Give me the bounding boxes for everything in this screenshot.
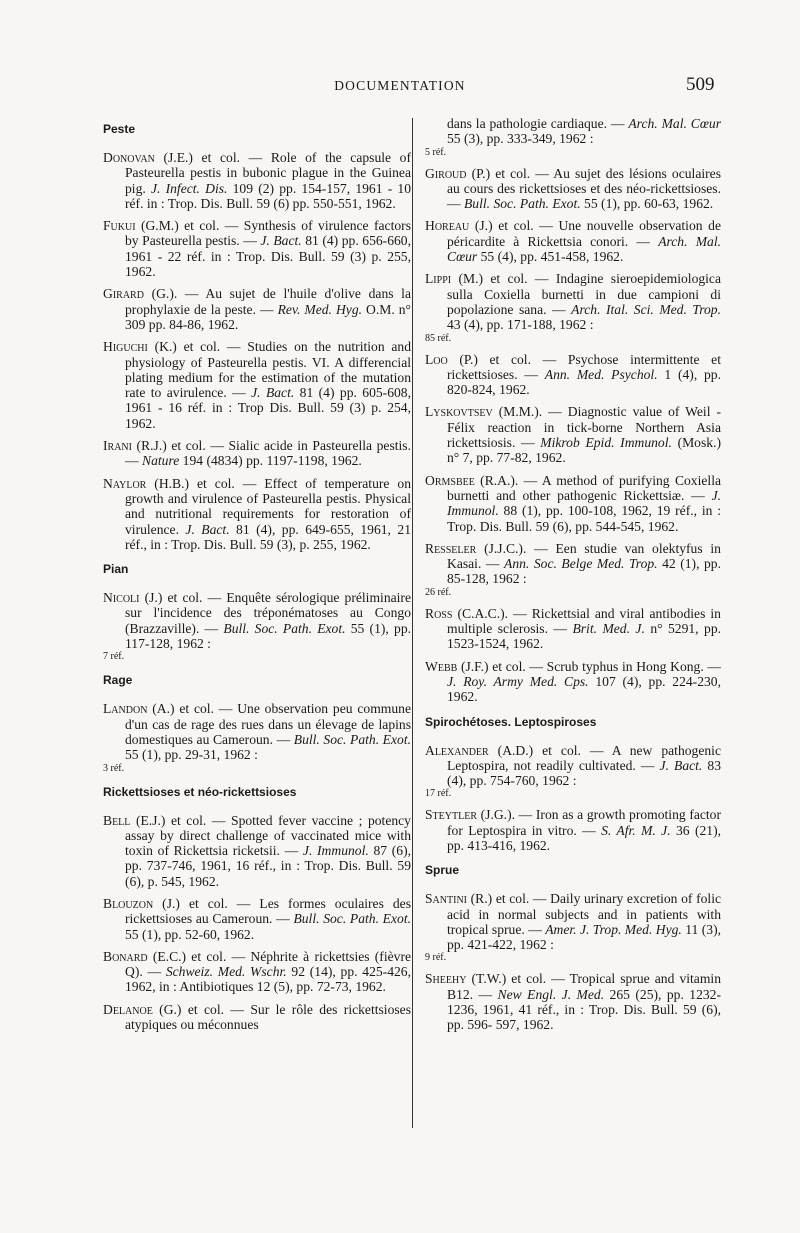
entry-citation: 88 (1), pp. 100-108, 1962, 19 réf., in : Trop. Dis. Bull. 59 (6), pp. 544-545, 1962. xyxy=(447,503,721,534)
column-divider xyxy=(412,118,413,1128)
entry-journal: Arch. Ital. Sci. Med. Trop. xyxy=(571,301,721,317)
entry-title: et col. — Psychose intermittente et rickettsioses. — xyxy=(447,351,721,382)
entry-ref-count: 5 réf. xyxy=(425,146,447,158)
entry-citation: 55 (1), pp. 60-63, 1962. xyxy=(580,196,714,212)
entry-author: Steytler (J.G.). xyxy=(425,807,516,823)
entry-citation: 1 (4), pp. 820-824, 1962. xyxy=(447,366,721,398)
entry-title: et col. — Sur le rôle des rickettsioses atypiques ou méconnues xyxy=(125,1001,411,1033)
entry-journal: J. Infect. Dis. xyxy=(150,180,228,196)
entry-citation: 107 (4), pp. 224-230, 1962. xyxy=(447,673,721,705)
entry-citation: 11 (3), pp. 421-422, 1962 : xyxy=(447,921,721,953)
entry-author: Blouzon (J.) xyxy=(103,895,180,911)
section-heading: Pian xyxy=(103,562,129,577)
entry-journal: Bull. Soc. Path. Exot. xyxy=(293,731,411,747)
entry-author: Ross (C.A.C.). xyxy=(425,605,509,621)
entry-journal: J. Immunol. xyxy=(302,843,369,859)
entry-author: Girard (G.). xyxy=(103,286,178,302)
entry-title: et col. — Une observation peu commune d'un cas de rage des rues dans un élevage de lapins domestiques au Cameroun. — xyxy=(125,701,411,747)
entry-journal: Bull. Soc. Path. Exot. xyxy=(293,911,411,927)
entry-title: — Iron as a growth promoting factor for Leptospira in vitro. — xyxy=(447,807,722,838)
entry-author: Delanoe (G.) xyxy=(103,1001,182,1017)
entry-ref-count: 17 réf. xyxy=(425,788,452,800)
entry-citation: 81 (4) pp. 605-608, 1961 - 16 réf. in : Trop Dis. Bull. 59 (3) p. 254, 1962. xyxy=(125,385,411,431)
entry-citation: 83 (4), pp. 754-760, 1962 : xyxy=(447,757,721,789)
entry-journal: Rev. Med. Hyg. xyxy=(277,301,363,317)
entry-journal: J. Bact. xyxy=(260,233,302,249)
entry-ref-count: 3 réf. xyxy=(103,762,125,774)
entry-author: Resseler (J.J.C.). xyxy=(425,540,527,556)
entry-title: et col. — Indagine sieroepidemiologica sulla Coxiella burnetti in due campioni di popolazione sana. — xyxy=(447,271,722,317)
bibliography-entry xyxy=(425,271,721,344)
entry-title: dans la pathologie cardiaque. — xyxy=(447,116,629,131)
entry-journal: Arch. Mal. Cœur xyxy=(447,233,721,265)
bibliography-entry xyxy=(425,541,721,599)
entry-citation: 81 (4) pp. 656-660, 1961 - 22 réf. in : Trop. Dis. Bull. 59 (3) p. 255, 1962. xyxy=(125,233,411,280)
entry-citation: 194 (4834) pp. 1197-1198, 1962. xyxy=(179,453,362,469)
left-column xyxy=(103,116,411,1039)
bibliography-entry xyxy=(425,659,721,705)
running-title: DOCUMENTATION xyxy=(334,78,466,93)
entry-title: et col. — Néphrite à rickettsies (fièvre Q). — xyxy=(125,948,411,980)
bibliography-entry xyxy=(103,339,411,431)
entry-title: et col. — Les formes oculaires des rickettsioses au Cameroun. — xyxy=(125,895,412,927)
entry-title: et col. — Effect of temperature on growth and virulence of Pasteurella pestis. Physical and nutritional requirements for restoration of virulence. xyxy=(125,475,411,537)
section-heading: Peste xyxy=(103,122,136,136)
entry-citation: O.M. n° 309 pp. 84-86, 1962. xyxy=(125,301,411,332)
bibliography-entry xyxy=(425,743,721,801)
entry-title: et col. — Au sujet des lésions oculaires au cours des rickettsioses et des néo-rickettsioses. — xyxy=(447,165,721,212)
bibliography-entry xyxy=(103,949,411,995)
entry-title: — A method of purifying Coxiella burnetti and other pathogenic Rickettsiæ. — xyxy=(447,472,721,503)
section-heading: Sprue xyxy=(425,863,460,878)
bibliography-entry xyxy=(425,116,721,159)
entry-journal: Ann. Soc. Belge Med. Trop. xyxy=(504,556,658,572)
entry-citation: 109 (2) pp. 154-157, 1961 - 10 réf. in : Trop. Dis. Bull. 59 (6) pp. 550-551, 1962. xyxy=(125,180,412,211)
bibliography-entry xyxy=(103,813,411,889)
bibliography-entry xyxy=(425,166,721,212)
entry-title: et col. — Scrub typhus in Hong Kong. — xyxy=(488,658,721,674)
section-heading: Rickettsioses et néo-rickettsioses xyxy=(103,784,297,799)
bibliography-entry xyxy=(425,891,721,964)
entry-citation: 81 (4), pp. 649-655, 1961, 21 réf., in : Trop. Dis. Bull. 59 (3), p. 255, 1962. xyxy=(125,521,411,552)
entry-journal: J. Bact. xyxy=(251,385,295,401)
bibliography-entry xyxy=(103,701,411,774)
entry-journal: Nature xyxy=(142,453,180,469)
entry-title: et col. — Daily urinary excretion of folic acid in normal subjects and in patients with tropical sprue. — xyxy=(447,891,722,937)
entry-journal: Amer. J. Trop. Med. Hyg. xyxy=(545,921,682,937)
entry-citation: 265 (25), pp. 1232-1236, 1961, 41 réf., in : Trop. Dis. Bull. 59 (6), pp. 596- 597, 1962. xyxy=(447,986,721,1033)
page-number: 509 xyxy=(686,74,715,95)
entry-journal: J. Immunol. xyxy=(447,487,721,519)
bibliography-entry xyxy=(103,438,411,469)
entry-journal: Bull. Soc. Path. Exot. xyxy=(223,620,346,636)
entry-citation: 87 (6), pp. 737-746, 1961, 16 réf., in : Trop. Dis. Bull. 59 (6), p. 545, 1962. xyxy=(125,843,412,889)
entry-title: — Een studie van olektyfus in Kasai. — xyxy=(447,540,721,572)
entry-journal: Mikrob Epid. Immunol. xyxy=(540,435,672,451)
bibliography-entry xyxy=(425,404,721,465)
entry-citation: 55 (3), pp. 333-349, 1962 : xyxy=(447,131,594,147)
entry-citation: 43 (4), pp. 171-188, 1962 : xyxy=(447,317,594,333)
entry-author: Nicoli (J.) xyxy=(103,590,163,606)
entry-citation: n° 5291, pp. 1523-1524, 1962. xyxy=(447,621,722,652)
entry-ref-count: 9 réf. xyxy=(425,952,447,964)
bibliography-entry xyxy=(103,590,411,663)
entry-author: Lippi (M.) xyxy=(425,271,483,287)
entry-title: et col. — Spotted fever vaccine ; potency assay by direct challenge of vaccinated mice with toxin of Rickettsia ricketsii. — xyxy=(125,812,411,859)
entry-author: Landon (A.) xyxy=(103,701,175,717)
bibliography-entry xyxy=(103,476,411,552)
entry-journal: J. Roy. Army Med. Cps. xyxy=(447,673,589,689)
entry-author: Horeau (J.) xyxy=(425,218,493,234)
entry-author: Loo (P.) xyxy=(425,351,478,367)
entry-ref-count: 7 réf. xyxy=(103,651,125,663)
entry-title: et col. — Role of the capsule of Pasteurella pestis in bubonic plague in the Guinea pig. xyxy=(125,150,412,196)
entry-author: Giroud (P.) xyxy=(425,165,491,181)
entry-citation: 42 (1), pp. 85-128, 1962 : xyxy=(447,556,721,587)
section-heading: Rage xyxy=(103,673,133,688)
entry-citation: (Mosk.) n° 7, pp. 77-82, 1962. xyxy=(447,435,721,466)
entry-citation: 55 (4), pp. 451-458, 1962. xyxy=(477,249,624,265)
bibliography-entry xyxy=(425,352,721,398)
entry-author: Bell (E.J.) xyxy=(103,812,166,828)
entry-journal: Ann. Med. Psychol. xyxy=(544,366,658,382)
entry-author: Naylor (H.B.) xyxy=(103,475,190,491)
entry-ref-count: 26 réf. xyxy=(425,586,452,598)
entry-author: Alexander (A.D.) xyxy=(425,742,534,758)
entry-citation: 55 (1), pp. 52-60, 1962. xyxy=(125,926,255,942)
entry-author: Higuchi (K.) xyxy=(103,339,177,355)
bibliography-entry xyxy=(103,150,411,211)
page-header xyxy=(0,74,800,98)
entry-title: et col. — Une nouvelle observation de péricardite à Rickettsia conori. — xyxy=(447,218,721,249)
entry-title: — Diagnostic value of Weil - Félix reaction in tick-borne Northern Asia rickettsiosis. — xyxy=(447,404,721,451)
bibliography-entry xyxy=(103,1002,411,1033)
entry-citation: 36 (21), pp. 413-416, 1962. xyxy=(447,822,722,853)
entry-author: Santini (R.) xyxy=(425,891,493,907)
entry-author: Fukui (G.M.) xyxy=(103,218,179,234)
bibliography-entry xyxy=(425,218,721,264)
bibliography-entry xyxy=(425,606,721,652)
bibliography-entry xyxy=(103,896,411,942)
entry-title: et col. — Synthesis of virulence factors by Pasteurella pestis. — xyxy=(125,218,411,249)
section-heading: Spirochétoses. Leptospiroses xyxy=(425,714,597,729)
entry-journal: Arch. Mal. Cœur xyxy=(628,116,721,131)
entry-title: — Rickettsial and viral antibodies in multiple sclerosis. — xyxy=(447,605,721,637)
entry-author: Sheehy (T.W.) xyxy=(425,971,507,987)
entry-ref-count: 85 réf. xyxy=(425,332,452,344)
entry-journal: Schweiz. Med. Wschr. xyxy=(165,964,287,980)
bibliography-entry xyxy=(425,971,721,1032)
bibliography-entry xyxy=(103,218,411,279)
entry-author: Ormsbee (R.A.). xyxy=(425,472,519,488)
entry-author: Donovan (J.E.) xyxy=(103,150,193,165)
entry-author: Irani (R.J.) xyxy=(103,438,167,454)
entry-title: et col. — Sialic acide in Pasteurella pestis. — xyxy=(125,438,412,469)
bibliography-entry xyxy=(103,286,411,332)
entry-title: et col. — Studies on the nutrition and physiology of Pasteurella pestis. VI. A differencial plating medium for the estimation of the mutation rate to avirulence. — xyxy=(125,339,411,401)
entry-author: Lyskovtsev (M.M.). xyxy=(425,404,543,420)
entry-title: — Au sujet de l'huile d'olive dans la prophylaxie de la peste. — xyxy=(125,286,411,317)
entry-journal: J. Bact. xyxy=(659,757,703,773)
entry-title: et col. — Enquête sérologique préliminaire sur l'incidence des tréponématoses au Congo (Brazzaville). — xyxy=(125,590,411,636)
right-column xyxy=(425,116,721,1040)
entry-journal: Brit. Med. J. xyxy=(572,621,645,637)
entry-citation: 55 (1), pp. 117-128, 1962 : xyxy=(125,620,412,652)
bibliography-entry xyxy=(425,473,721,534)
entry-author: Bonard (E.C.) xyxy=(103,948,187,964)
bibliography-entry xyxy=(425,807,721,853)
entry-citation: 92 (14), pp. 425-426, 1962, in : Antibiotiques 12 (5), pp. 72-73, 1962. xyxy=(125,964,411,995)
entry-author: Webb (J.F.) xyxy=(425,658,489,674)
entry-journal: Bull. Soc. Path. Exot. xyxy=(464,196,581,212)
entry-title: et col. — Tropical sprue and vitamin B12. — xyxy=(447,971,721,1002)
entry-journal: S. Afr. M. J. xyxy=(601,822,671,838)
entry-journal: New Engl. J. Med. xyxy=(497,986,605,1002)
entry-citation: 55 (1), pp. 29-31, 1962 : xyxy=(125,747,258,763)
entry-title: et col. — A new pathogenic Leptospira, not readily cultivated. — xyxy=(447,742,721,773)
entry-journal: J. Bact. xyxy=(185,521,230,537)
